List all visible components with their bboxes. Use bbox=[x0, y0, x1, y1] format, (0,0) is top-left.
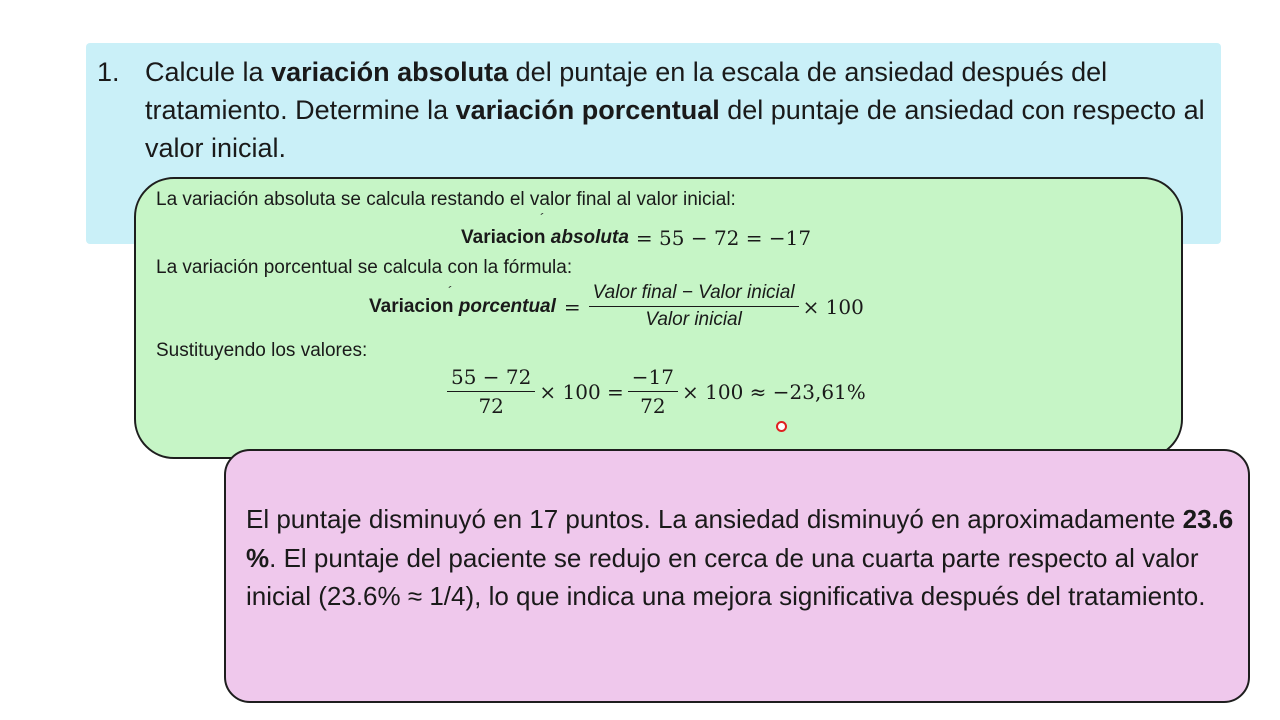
question-bold-percentage: variación porcentual bbox=[455, 95, 720, 125]
absolute-variation-math: = 55 − 72 = −17 bbox=[635, 226, 812, 250]
substitution-intro: Sustituyendo los valores: bbox=[156, 340, 368, 361]
accent-mark: ´ bbox=[448, 283, 453, 299]
absolute-variation-intro: La variación absoluta se calcula restando el valor final al valor inicial: bbox=[156, 189, 736, 210]
formula-numerator: Valor final − Valor inicial bbox=[589, 282, 799, 307]
question-text-part3: del puntaje de ansiedad con respecto al valor inicial. bbox=[145, 95, 1205, 163]
absolute-variation-equation bbox=[461, 226, 811, 250]
substitution-equation bbox=[443, 365, 866, 418]
question-bold-absolute: variación absoluta bbox=[271, 57, 509, 87]
question-text-part1: Calcule la bbox=[145, 57, 272, 87]
conclusion-bold-percentage: 23.6 % bbox=[246, 504, 1234, 573]
formula-denominator: Valor inicial bbox=[645, 309, 742, 330]
formula-times-100: × 100 bbox=[802, 294, 864, 319]
substitution-fraction-1-numerator: 55 − 72 bbox=[447, 365, 535, 392]
accent-mark: ´ bbox=[540, 210, 545, 226]
substitution-mid: × 100 = bbox=[539, 379, 624, 404]
substitution-fraction-2-denominator: 72 bbox=[640, 394, 666, 418]
substitution-fraction-2 bbox=[628, 365, 678, 418]
formula-fraction bbox=[589, 282, 799, 331]
substitution-result: × 100 ≈ −23,61% bbox=[682, 379, 866, 404]
substitution-fraction-1-denominator: 72 bbox=[478, 394, 504, 418]
conclusion-part1: El puntaje disminuyó en 17 puntos. La ansiedad disminuyó en aproximadamente bbox=[246, 504, 1183, 534]
percentage-variation-label: Variacion porcentual bbox=[369, 295, 556, 317]
absolute-variation-label: Variacion absoluta bbox=[461, 227, 629, 248]
formula-equals: = bbox=[563, 294, 581, 319]
laser-pointer-icon bbox=[776, 421, 787, 432]
question-text bbox=[145, 53, 1215, 167]
conclusion-text bbox=[246, 500, 1236, 616]
question-text-part2: del puntaje en la escala de ansiedad después del tratamiento. Determine la bbox=[145, 57, 1108, 125]
substitution-fraction-2-numerator: −17 bbox=[628, 365, 678, 392]
question-number: 1. bbox=[97, 57, 120, 87]
percentage-variation-intro: La variación porcentual se calcula con la fórmula: bbox=[156, 257, 573, 278]
percentage-variation-formula bbox=[369, 282, 864, 331]
substitution-fraction-1 bbox=[447, 365, 535, 418]
conclusion-part2: . El puntaje del paciente se redujo en cerca de una cuarta parte respecto al valor inicial (23.6% ≈ 1/4), lo que indica una mejora significativa después del tratamiento. bbox=[246, 542, 1206, 611]
